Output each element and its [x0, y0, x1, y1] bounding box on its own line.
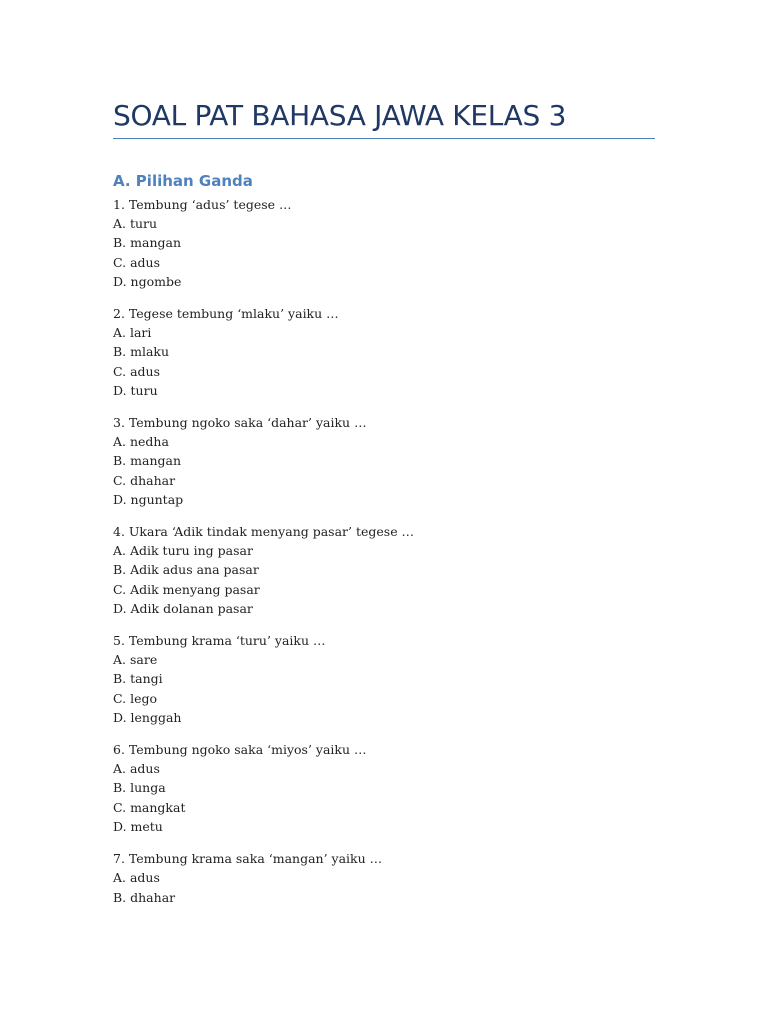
answer-option: B. mangan	[113, 235, 181, 251]
question-text: 4. Ukara ‘Adik tindak menyang pasar’ tegese …	[113, 524, 415, 540]
question-text: 2. Tegese tembung ‘mlaku’ yaiku …	[113, 306, 339, 322]
question-text: 1. Tembung ‘adus’ tegese …	[113, 197, 292, 212]
question-text: 5. Tembung krama ‘turu’ yaiku …	[113, 633, 326, 649]
document-page	[113, 0, 656, 920]
answer-option: C. lego	[113, 690, 157, 706]
answer-option: D. metu	[113, 818, 163, 834]
answer-option: D. nguntap	[113, 491, 184, 507]
question-list	[113, 195, 656, 907]
answer-option: B. tangi	[113, 671, 163, 687]
question-item	[113, 631, 656, 727]
answer-option: B. mlaku	[113, 344, 170, 360]
answer-option: A. nedha	[113, 434, 169, 450]
answer-option: D. ngombe	[113, 273, 182, 289]
answer-option: A. turu	[113, 216, 158, 232]
answer-option: A. sare	[113, 652, 158, 668]
answer-option: B. dhahar	[113, 889, 176, 905]
title-divider	[113, 138, 655, 139]
answer-option: D. turu	[113, 382, 158, 398]
question-item	[113, 195, 656, 291]
section-heading: A. Pilihan Ganda	[113, 172, 253, 190]
question-text: 7. Tembung krama saka ‘mangan’ yaiku …	[113, 851, 383, 867]
answer-option: C. Adik menyang pasar	[113, 581, 260, 597]
answer-option: D. Adik dolanan pasar	[113, 600, 253, 616]
document-title: SOAL PAT BAHASA JAWA KELAS 3	[113, 99, 567, 132]
answer-option: C. mangkat	[113, 799, 186, 815]
question-item	[113, 740, 656, 836]
question-text: 3. Tembung ngoko saka ‘dahar’ yaiku …	[113, 415, 367, 431]
answer-option: B. lunga	[113, 780, 166, 796]
answer-option: D. lenggah	[113, 709, 182, 725]
answer-option: C. adus	[113, 254, 160, 270]
answer-option: A. Adik turu ing pasar	[113, 543, 253, 559]
question-item	[113, 849, 656, 907]
question-item	[113, 304, 656, 400]
answer-option: C. adus	[113, 363, 160, 379]
answer-option: A. adus	[113, 870, 160, 886]
answer-option: A. lari	[113, 325, 152, 341]
question-item	[113, 413, 656, 509]
answer-option: B. Adik adus ana pasar	[113, 562, 259, 578]
answer-option: B. mangan	[113, 453, 181, 469]
answer-option: C. dhahar	[113, 472, 176, 488]
answer-option: A. adus	[113, 761, 160, 777]
question-item	[113, 522, 656, 618]
question-text: 6. Tembung ngoko saka ‘miyos’ yaiku …	[113, 742, 367, 758]
